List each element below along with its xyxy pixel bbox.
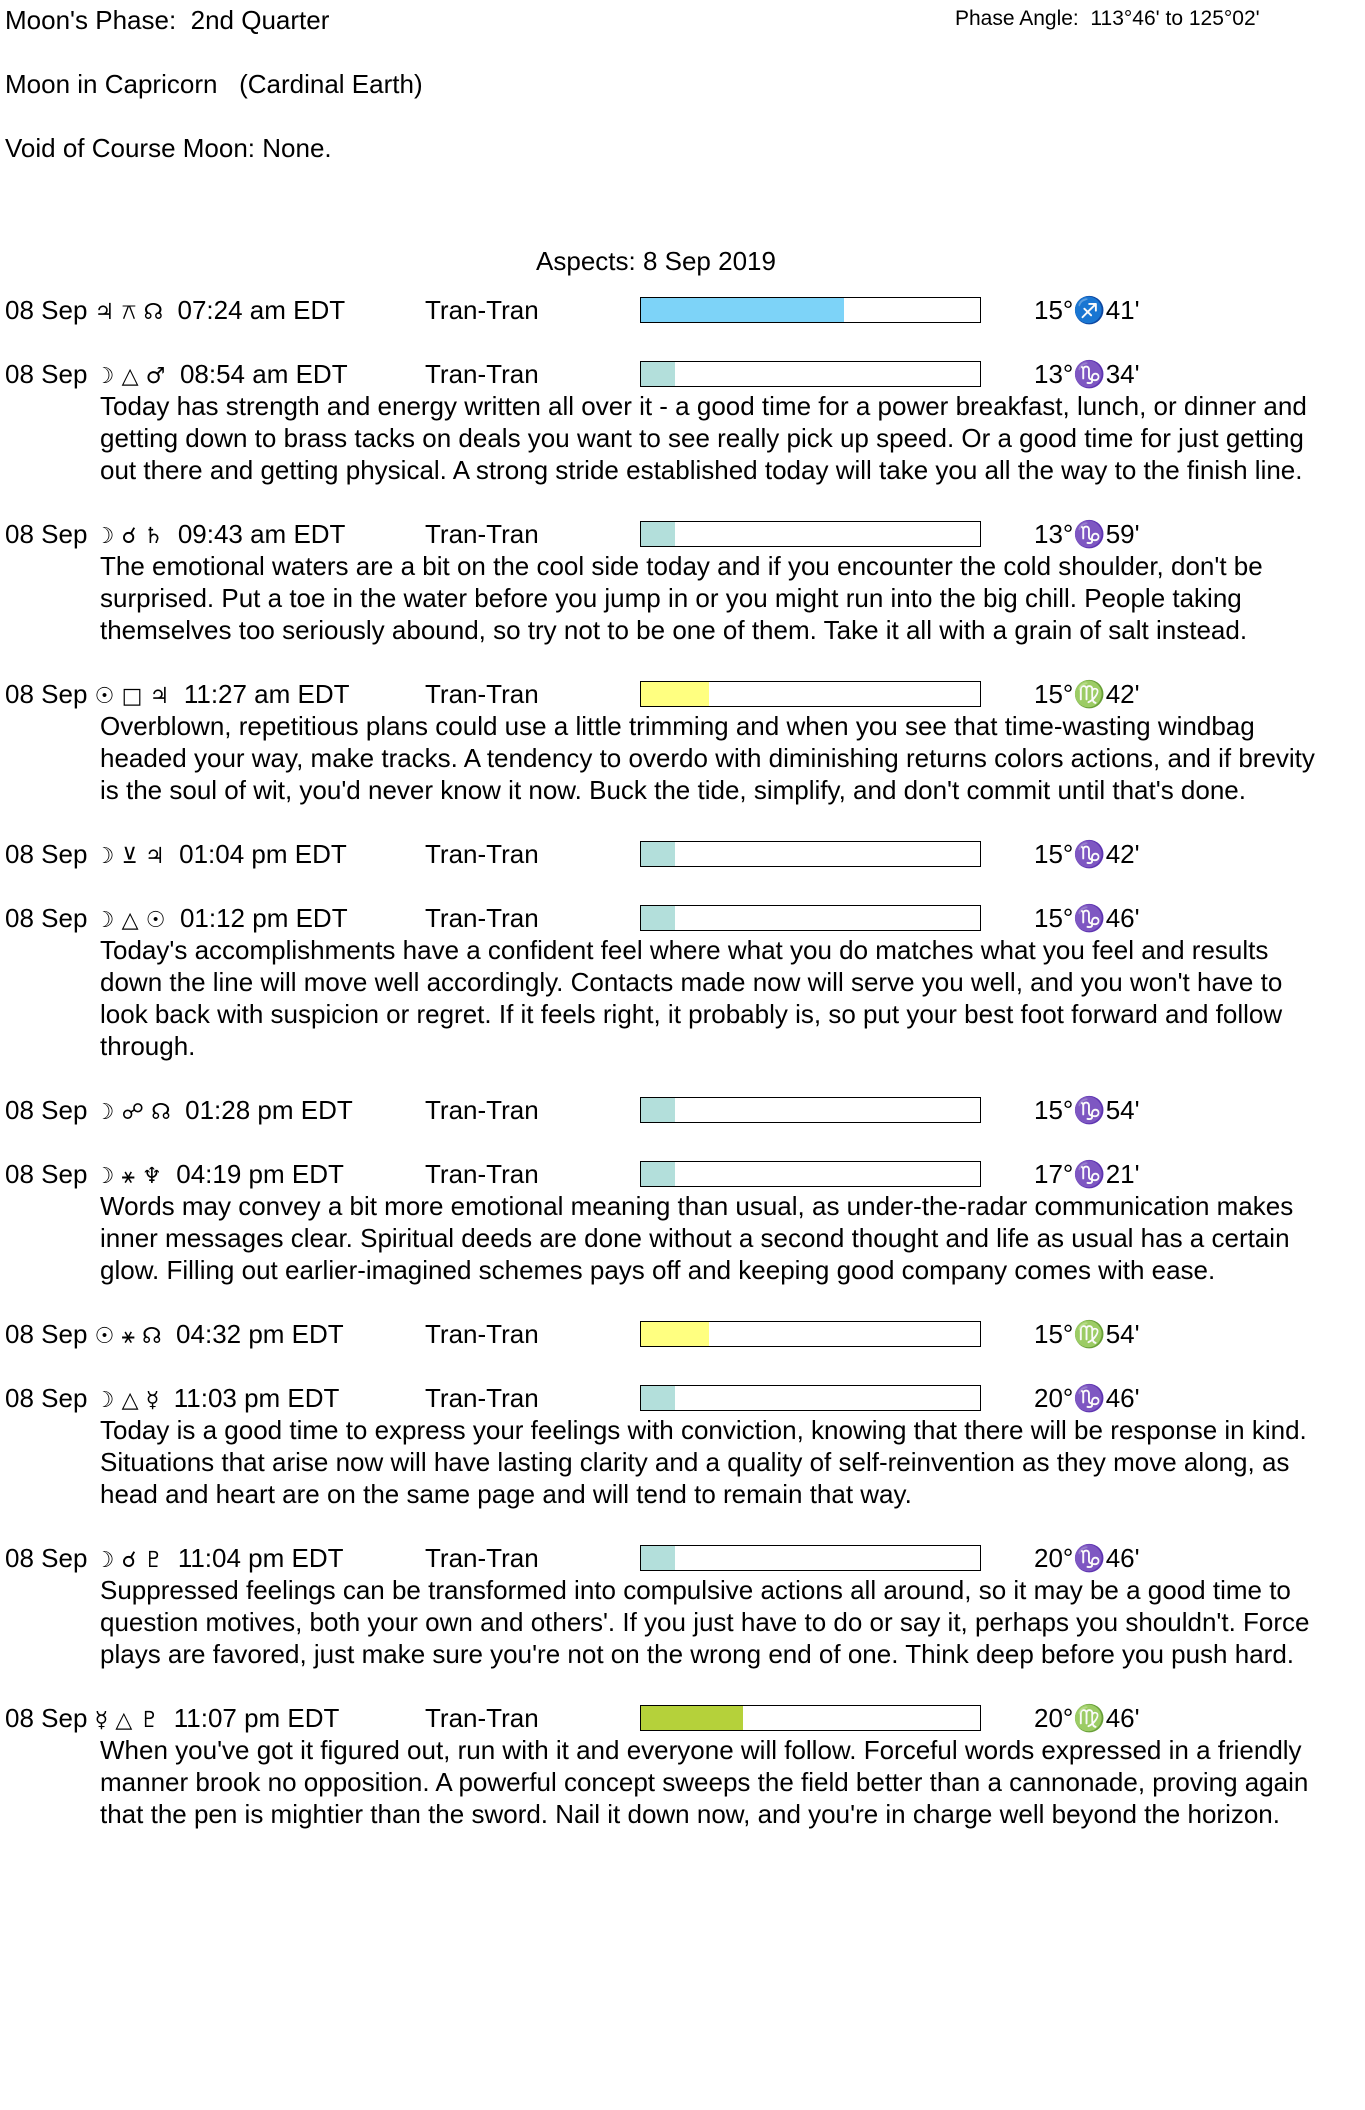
aspect-pair: Tran-Tran xyxy=(425,1383,539,1413)
aspect-degree: 13°♑59' xyxy=(1034,519,1140,549)
planet2-icon: ♇ xyxy=(139,1708,160,1733)
aspect-when xyxy=(5,838,347,873)
aspect-icon: △ xyxy=(121,364,139,389)
aspect-entry xyxy=(0,838,1365,870)
aspect-icon: □ xyxy=(121,684,143,709)
strength-bar-fill xyxy=(641,1706,743,1730)
aspect-row xyxy=(0,902,1365,934)
planet2-icon: ♄ xyxy=(143,524,164,549)
aspect-row xyxy=(0,1318,1365,1350)
aspect-pair: Tran-Tran xyxy=(425,519,539,549)
aspect-degree: 13°♑34' xyxy=(1034,359,1140,389)
strength-bar-fill xyxy=(641,1546,675,1570)
aspect-pair: Tran-Tran xyxy=(425,839,539,869)
aspect-time: 01:12 pm EDT xyxy=(179,903,348,933)
aspect-time: 01:04 pm EDT xyxy=(179,839,347,869)
aspect-when xyxy=(5,1158,344,1193)
aspect-pair: Tran-Tran xyxy=(425,1319,539,1349)
aspect-entry xyxy=(0,1318,1365,1350)
aspect-pair: Tran-Tran xyxy=(425,903,539,933)
aspect-time: 11:27 am EDT xyxy=(183,679,350,709)
aspect-entry xyxy=(0,358,1365,486)
aspects-title: Aspects: 8 Sep 2019 xyxy=(536,246,776,276)
aspect-when xyxy=(5,902,348,937)
aspect-time: 07:24 am EDT xyxy=(177,295,346,325)
planet1-icon: ♃ xyxy=(94,300,115,325)
void-of-course: Void of Course Moon: None. xyxy=(5,133,332,163)
planet1-icon: ☽ xyxy=(94,1388,115,1413)
phase-angle: Phase Angle: 113°46' to 125°02' xyxy=(955,7,1260,30)
aspect-description: Suppressed feelings can be transformed into compulsive actions all around, so it may be a good time to question motives, both your own and others'. If you just have to do or say it, perhaps you shouldn't. Force plays are favored, just make sure you're not on the wrong end of one. Think deep before you push hard. xyxy=(100,1575,1310,1669)
planet2-icon: ☊ xyxy=(142,1324,162,1349)
aspect-description: When you've got it figured out, run with it and everyone will follow. Forceful words expressed in a friendly manner brook no opposition. A powerful concept sweeps the field better than a cannonade, proving again that the pen is mightier than the sword. Nail it down now, and you're in charge well beyond the horizon. xyxy=(100,1735,1309,1829)
aspect-time: 11:07 pm EDT xyxy=(173,1703,340,1733)
aspect-icon: △ xyxy=(115,1708,133,1733)
strength-bar-fill xyxy=(641,1098,675,1122)
strength-bar xyxy=(640,1545,981,1571)
planet1-icon: ☽ xyxy=(94,1100,115,1125)
aspect-degree: 17°♑21' xyxy=(1034,1159,1140,1189)
strength-bar xyxy=(640,1321,981,1347)
aspect-row xyxy=(0,1702,1365,1734)
aspect-entry xyxy=(0,678,1365,806)
aspect-when xyxy=(5,1094,353,1129)
aspect-when xyxy=(5,1318,344,1353)
aspect-time: 11:04 pm EDT xyxy=(177,1543,344,1573)
aspect-icon: ⚹ xyxy=(121,1324,135,1349)
aspect-icon: ⊻ xyxy=(121,844,138,869)
aspect-description: Today is a good time to express your feelings with conviction, knowing that there will be response in kind. Situations that arise now will have lasting clarity and a quality of self-reinvention as they move along, as head and heart are on the same page and will tend to remain that way. xyxy=(100,1415,1307,1509)
planet2-icon: ☊ xyxy=(151,1100,171,1125)
planet2-icon: ☊ xyxy=(143,300,164,325)
aspect-icon: ⚻ xyxy=(121,300,137,325)
strength-bar xyxy=(640,841,981,867)
aspect-time: 01:28 pm EDT xyxy=(185,1095,353,1125)
aspect-entry xyxy=(0,1702,1365,1830)
aspect-time: 11:03 pm EDT xyxy=(173,1383,340,1413)
aspect-date: 08 Sep xyxy=(5,519,88,549)
aspect-when xyxy=(5,518,345,553)
aspect-row xyxy=(0,678,1365,710)
strength-bar-fill xyxy=(641,906,675,930)
planet2-icon: ☉ xyxy=(145,908,166,933)
aspect-date: 08 Sep xyxy=(5,1319,88,1349)
strength-bar-fill xyxy=(641,842,675,866)
planet1-icon: ☿ xyxy=(94,1708,109,1733)
aspect-degree: 15°♐41' xyxy=(1034,295,1140,325)
aspect-icon: ⚹ xyxy=(121,1164,135,1189)
strength-bar-fill xyxy=(641,1162,675,1186)
aspect-entry xyxy=(0,1158,1365,1286)
aspect-row xyxy=(0,518,1365,550)
aspect-date: 08 Sep xyxy=(5,359,88,389)
strength-bar-fill xyxy=(641,1322,709,1346)
aspect-pair: Tran-Tran xyxy=(425,295,539,325)
strength-bar xyxy=(640,681,981,707)
aspect-description: Overblown, repetitious plans could use a little trimming and when you see that time-wasting windbag headed your way, make tracks. A tendency to overdo with diminishing returns colors actions, and if brevity is the soul of wit, you'd never know it now. Buck the tide, simplify, and don't commit until that's done. xyxy=(100,711,1315,805)
aspect-row xyxy=(0,358,1365,390)
planet2-icon: ♃ xyxy=(144,844,165,869)
aspect-degree: 15°♑46' xyxy=(1034,903,1140,933)
aspect-when xyxy=(5,678,350,713)
aspect-date: 08 Sep xyxy=(5,903,88,933)
aspect-row xyxy=(0,1158,1365,1190)
aspect-list xyxy=(0,294,1365,1862)
moon-sign: Moon in Capricorn (Cardinal Earth) xyxy=(5,69,423,99)
aspect-description: The emotional waters are a bit on the cool side today and if you encounter the cold shoulder, don't be surprised. Put a toe in the water before you jump in or you might run into the big chill. People taking themselves too seriously abound, so try not to be one of them. Take it all with a grain of salt instead. xyxy=(100,551,1263,645)
planet2-icon: ♂ xyxy=(145,364,166,389)
aspect-when xyxy=(5,1542,344,1577)
aspect-time: 09:43 am EDT xyxy=(177,519,346,549)
planet2-icon: ♃ xyxy=(149,684,170,709)
strength-bar xyxy=(640,1097,981,1123)
strength-bar xyxy=(640,905,981,931)
aspect-description: Words may convey a bit more emotional meaning than usual, as under-the-radar communication makes inner messages clear. Spiritual deeds are done without a second thought and life as usual has a certain glow. Filling out earlier-imagined schemes pays off and keeping good company comes with ease. xyxy=(100,1191,1294,1285)
aspect-date: 08 Sep xyxy=(5,679,88,709)
aspect-pair: Tran-Tran xyxy=(425,359,539,389)
aspect-degree: 20°♍46' xyxy=(1034,1703,1140,1733)
aspect-when xyxy=(5,1382,339,1417)
aspect-icon: △ xyxy=(121,908,139,933)
strength-bar-fill xyxy=(641,682,709,706)
aspect-time: 04:19 pm EDT xyxy=(176,1159,344,1189)
aspect-entry xyxy=(0,1094,1365,1126)
strength-bar xyxy=(640,297,981,323)
planet1-icon: ☽ xyxy=(94,1164,115,1189)
aspect-description: Today has strength and energy written all over it - a good time for a power breakfast, lunch, or dinner and getting down to brass tacks on deals you want to see really pick up speed. Or a good time for just getting out there and getting physical. A strong stride established today will take you all the way to the finish line. xyxy=(100,391,1307,485)
aspect-row xyxy=(0,1542,1365,1574)
aspect-row xyxy=(0,294,1365,326)
planet2-icon: ☿ xyxy=(145,1388,160,1413)
aspect-degree: 15°♍42' xyxy=(1034,679,1140,709)
aspect-date: 08 Sep xyxy=(5,1703,88,1733)
planet1-icon: ☽ xyxy=(94,524,115,549)
aspect-degree: 15°♍54' xyxy=(1034,1319,1140,1349)
strength-bar xyxy=(640,1385,981,1411)
aspect-icon: △ xyxy=(121,1388,139,1413)
strength-bar-fill xyxy=(641,1386,675,1410)
aspect-icon: ☍ xyxy=(121,1100,144,1125)
planet1-icon: ☉ xyxy=(94,1324,115,1349)
aspect-pair: Tran-Tran xyxy=(425,679,539,709)
aspect-entry xyxy=(0,518,1365,646)
aspect-degree: 15°♑42' xyxy=(1034,839,1140,869)
strength-bar xyxy=(640,361,981,387)
aspect-description: Today's accomplishments have a confident feel where what you do matches what you feel and results down the line will move well accordingly. Contacts made now will serve you well, and you won't have to look back with suspicion or regret. If it feels right, it probably is, so put your best foot forward and follow through. xyxy=(100,935,1283,1061)
planet1-icon: ☉ xyxy=(94,684,115,709)
aspect-date: 08 Sep xyxy=(5,1159,88,1189)
strength-bar-fill xyxy=(641,522,675,546)
aspect-icon: ☌ xyxy=(121,524,137,549)
aspect-when xyxy=(5,358,348,393)
strength-bar xyxy=(640,1161,981,1187)
aspect-when xyxy=(5,1702,339,1737)
planet1-icon: ☽ xyxy=(94,908,115,933)
aspect-entry xyxy=(0,294,1365,326)
aspect-icon: ☌ xyxy=(121,1548,137,1573)
aspect-entry xyxy=(0,1382,1365,1510)
aspect-pair: Tran-Tran xyxy=(425,1543,539,1573)
aspect-row xyxy=(0,1382,1365,1414)
aspect-date: 08 Sep xyxy=(5,295,88,325)
strength-bar-fill xyxy=(641,298,844,322)
planet1-icon: ☽ xyxy=(94,1548,115,1573)
aspect-pair: Tran-Tran xyxy=(425,1703,539,1733)
planet2-icon: ♇ xyxy=(143,1548,164,1573)
aspect-date: 08 Sep xyxy=(5,1543,88,1573)
aspect-when xyxy=(5,294,345,329)
aspect-degree: 15°♑54' xyxy=(1034,1095,1140,1125)
strength-bar xyxy=(640,1705,981,1731)
aspect-pair: Tran-Tran xyxy=(425,1095,539,1125)
strength-bar-fill xyxy=(641,362,675,386)
aspect-time: 08:54 am EDT xyxy=(179,359,348,389)
aspect-row xyxy=(0,1094,1365,1126)
aspect-date: 08 Sep xyxy=(5,839,88,869)
aspect-pair: Tran-Tran xyxy=(425,1159,539,1189)
aspect-entry xyxy=(0,902,1365,1062)
aspect-degree: 20°♑46' xyxy=(1034,1543,1140,1573)
strength-bar xyxy=(640,521,981,547)
aspect-entry xyxy=(0,1542,1365,1670)
planet1-icon: ☽ xyxy=(94,364,115,389)
planet2-icon: ♆ xyxy=(142,1164,162,1189)
aspect-degree: 20°♑46' xyxy=(1034,1383,1140,1413)
aspect-date: 08 Sep xyxy=(5,1383,88,1413)
aspect-row xyxy=(0,838,1365,870)
moon-phase: Moon's Phase: 2nd Quarter xyxy=(5,5,330,35)
aspect-time: 04:32 pm EDT xyxy=(176,1319,344,1349)
planet1-icon: ☽ xyxy=(94,844,115,869)
aspect-date: 08 Sep xyxy=(5,1095,88,1125)
